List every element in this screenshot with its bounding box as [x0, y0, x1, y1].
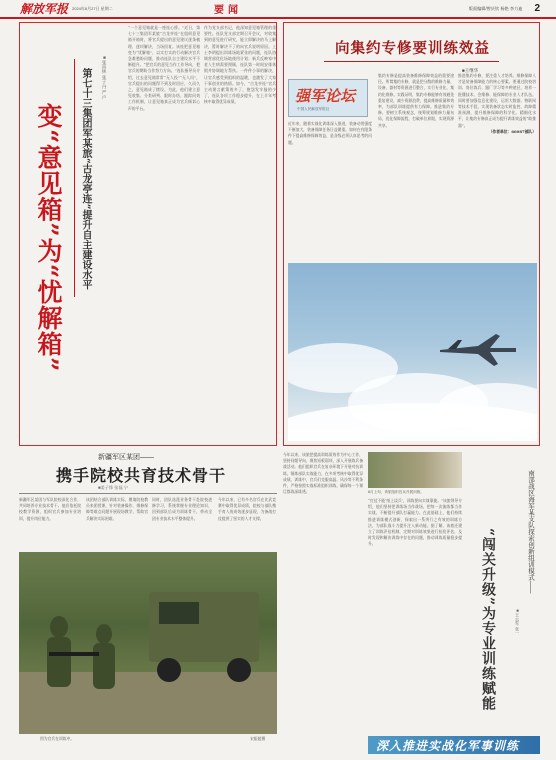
page-number: 2 [534, 3, 540, 14]
bottom-left-col-4: 今年以来，已有多名官兵在比武竞赛中取得优异成绩，院校与部队携手育人的成效逐步显现，为备战打仗提供了坚实的人才支撑。 [218, 497, 276, 521]
cloud-shape [288, 403, 537, 441]
left-feature-byline: ■张雨林 张子丹 严卢 [102, 55, 107, 100]
editors: 版面编辑/曾庆钦 杨艳 李力迪 [468, 5, 523, 11]
section-title: 要闻 [214, 5, 242, 16]
middle-photo [368, 452, 462, 488]
bottom-left-title: 携手院校共育技术骨干 [56, 466, 227, 485]
middle-col-2: “打仗不能‘纸上谈兵’，训练要向实战靠拢。”该旅领导介绍，他们坚持把训练场当作战场，把每一次演练都当作实战，不断提升部队打赢能力。在此基础上，他们持续推进训练模式创新，探索出一系列行之有效的训练方法，为部队战斗力提升注入新动能。据了解，该旅还建立了训练评估机制，定期对训练效果进行检验评估，及时发现和解决训练中存在的问题，推动训练质量稳步提升。 [368, 498, 462, 547]
right-article-kicker: 南部战区海军某支队探索创新组训模式—— [527, 470, 534, 594]
bottom-left-col-1: 新疆军区某团与军队院校深化合作，共同培养专业技术骨干。他们依托院校教学资源，组织官兵参加专业培训，提升岗位能力。 [19, 497, 81, 521]
soldiers-scene-icon [19, 552, 277, 734]
left-feature-col-1: “一个意见箱就是一座连心桥。”近日，第七十三集团军某旅“古龙亭连”在组织意见箱开箱时，将官兵提出的意见建议逐条梳理、逐项解决，当场回复。该连把意见箱变为“忧解箱”，以实打实的行动解决官兵急难愁盼问题，推动连队自主建设水平不断提升。“把官兵的意见当作工作导向，把官兵的期盼当作努力方向。”连队指导员介绍，过去意见箱常常“无人投”“无人问”，官兵提出的问题得不到及时回应，久而久之，意见箱成了摆设。为此，他们建立意见收集、分类研判、限时办结、跟踪问效工作机制，让意见箱真正成为官兵倾诉心声的平台。 [128, 25, 200, 111]
bottom-left-photo-credit: 宋振超摄 [250, 737, 266, 741]
soldiers-training-photo [19, 552, 277, 734]
bottom-left-caption: 图为官兵在训练中。 [40, 737, 75, 741]
fighter-jet-icon [438, 328, 518, 368]
column-badge [288, 79, 368, 117]
left-feature-title: 变“意见箱”为“忧解箱” [34, 103, 63, 373]
title-divider [74, 59, 75, 297]
middle-photo-caption: 8月上旬，该旅组织官兵开展训练。 [368, 490, 424, 494]
right-feature-col-2 [458, 73, 536, 263]
right-feature-author: ■王继华 [462, 68, 479, 73]
editor-line [469, 3, 540, 14]
title-rule [324, 61, 499, 62]
banner-text: 深入推进实战化军事训练 [376, 739, 520, 753]
right-feature-col-2-text: 推进集约专修，要注重人才培养。维修保障人才是装备保障能力的核心要素。要通过院校培训、岗位练兵、跟厂学习等多种途径，培养一批懂技术、会维修、能保障的专业人才队伍。同时要加强信息化建设，运用大数据、物联网等技术手段，实现装备状态实时监控、故障精准预测，提升维修保障的科学化、精细化水平，让集约专修真正成为提升训练效益的“助推器”。 [458, 73, 536, 128]
right-feature-col-0: 近年来，随着实战化训练深入推进，装备动用强度不断加大，装备保障任务日益繁重。如何在有限条件下提高维修保障效益，是各级必须认真思考的问题。 [288, 121, 372, 145]
masthead [0, 0, 556, 19]
right-feature-box [283, 22, 540, 446]
bottom-left-kicker: 新疆军区某团—— [98, 454, 154, 461]
author-unit: （作者单位：66087部队） [488, 128, 536, 134]
right-article-byline: ■王志军 张一 [515, 608, 520, 636]
right-feature-col-1: 集约专修是提高装备维修保障效益的重要途径。所谓集约专修，就是把分散的维修力量、设备、器材等资源进行整合，实行专业化、集约化维修。实践证明，集约专修能够有效避免重复建设，减少资源浪费，提高维修质量和效率，为部队训练提供有力保障。推进集约专修，要树立系统观念，统筹规划维修力量布局，优化保障流程，打破单位界限，实现资源共享。 [378, 73, 454, 128]
issue-date: 2024年8月27日 星期二 [72, 5, 113, 11]
fighter-jet-photo [288, 263, 537, 441]
right-article-title: “闯关升级”为专业训练赋能 [480, 528, 496, 712]
badge-subtitle: 中国人民解放军报社 [297, 107, 330, 111]
middle-col-1: 今年以来，该旅把提高训练质效作为中心工作，坚持问题导向，聚焦短板弱项，深入开展练兵备战活动。他们组织官兵在复杂环境下开展对抗训练，锤炼部队实战能力，在多项考核中取得优异成绩。训练中，官兵们克服高温、风沙等不利条件，严格按照实战标准组织训练，确保每一个课目都练深练透。 [283, 452, 363, 495]
bottom-banner [368, 736, 540, 754]
badge-title: 强军论坛 [295, 87, 356, 105]
bottom-left-col-2: 该团结合部队训练实际，邀请院校教员来团授课，针对装备操作、维修保障等难点问题开展现场教学，帮助官兵解决实际困难。 [86, 497, 148, 521]
left-feature-col-2: 作为党支部书记，他深知意见箱管理的重要性。连队党支部定期召开会议，对收集到的意见进行研究，能立即解决的马上解决，暂时解决不了的向官兵说明原因。上士李明提出训练场地紧张的问题，连队协调营部优化场地使用计划；新兵反映家中老人生病需要照顾，连队第一时间安排休假并协调地方帮扶。一件件小事的解决，让官兵感受到组织的温暖，也激发了大家干事创业的热情。如今，“古龙亭连”官兵主动建言献策的多了，抱怨发牢骚的少了，连队各项工作稳步提升，在上半年考核中取得优异成绩。 [204, 25, 276, 105]
bottom-left-byline: ■姜子锋 张磊 宁 [98, 485, 128, 490]
left-feature-kicker: 第七十三集团军某旅“古龙亭连”提升自主建设水平 [80, 68, 91, 290]
bottom-left-col-3: 同时，团队选派业务骨干赴院校进修学习，系统掌握专业理论知识，回到部队后成为训练骨干，带动全团专业技术水平整体提升。 [152, 497, 212, 521]
left-feature-box [19, 22, 277, 446]
newspaper-logo: 解放军报 [20, 2, 69, 16]
bottom-left-rule [19, 493, 277, 494]
right-feature-title: 向集约专修要训练效益 [335, 41, 490, 57]
